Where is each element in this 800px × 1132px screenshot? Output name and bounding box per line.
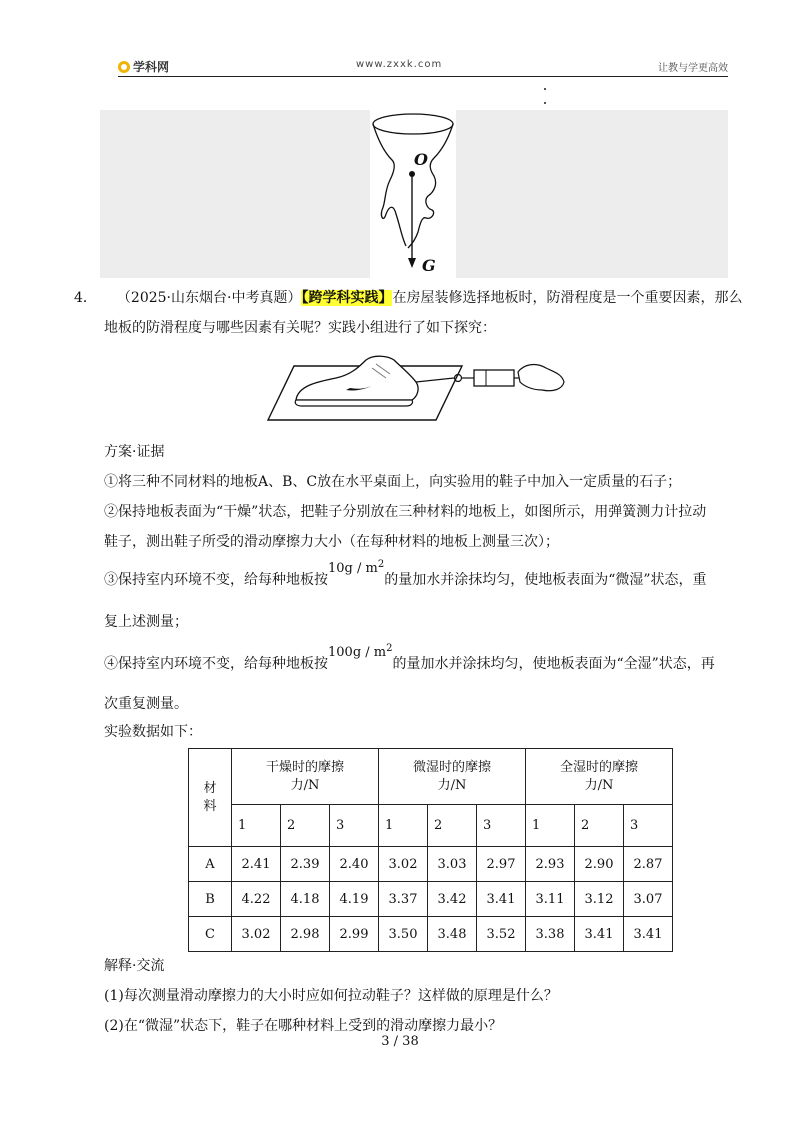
plan-step2b: 鞋子，测出鞋子所受的滑动摩擦力大小（在每种材料的地板上测量三次）； [104,534,559,550]
unit-100g: $100g / m^2$ [328,643,393,660]
site-logo [118,58,169,75]
question-tag: 【跨学科实践】 [301,290,393,306]
plan-step3a-pre: ③保持室内环境不变，给每种地板按 [104,572,328,588]
logo-text: 学科网 [133,60,170,74]
plan-step4a-pre: ④保持室内环境不变，给每种地板按 [104,656,328,672]
hand-icon [518,365,564,391]
label-o: O [414,150,428,169]
trial-row: 1 2 3 1 2 3 1 2 3 [189,805,673,847]
explain-q1: (1)每次测量滑动摩擦力的大小时应如何拉动鞋子？这样做的原理是什么？ [104,988,558,1004]
plan-step3a [104,559,707,592]
gravity-arrow-icon [408,258,416,268]
plan-step3a-post: 的量加水并涂抹均匀，使地板表面为“微湿”状态，重 [384,572,707,588]
plan-heading: 方案·证据 [104,444,165,460]
plan-step3b: 复上述测量； [104,614,188,630]
question-header [74,288,742,308]
table-row: C 3.02 2.98 2.99 3.50 3.48 3.52 3.38 3.41 3.41 [189,917,673,952]
group-header-wet: 全湿时的摩擦力/N [526,749,673,805]
stray-dot [544,102,546,104]
logo-icon [118,61,130,73]
plan-step4a [104,643,715,676]
site-url: www.zxxk.com [356,59,443,70]
figure-canvas [370,110,456,278]
figure-center-of-gravity [100,110,728,278]
irregular-object-drawing [370,110,456,278]
material-header: 材料 [189,749,232,847]
page-number: 3 / 38 [381,1034,419,1049]
question-number: 4． [74,290,97,306]
plan-step1: ①将三种不同材料的地板A、B、C放在水平桌面上，向实验用的鞋子中加入一定质量的石子； [104,474,682,490]
friction-data-table [188,748,673,952]
explain-q2: (2)在“微湿”状态下，鞋子在哪种材料上受到的滑动摩擦力最小？ [104,1018,503,1034]
page-header [118,56,728,77]
figure-shoe-experiment [266,348,566,424]
spring-scale [474,370,514,386]
shoe-icon [296,356,418,400]
table-row: B 4.22 4.18 4.19 3.37 3.42 3.41 3.11 3.12 3.07 [189,882,673,917]
explain-heading: 解释·交流 [104,958,165,974]
group-header-dry: 干燥时的摩擦力/N [232,749,379,805]
question-source: （2025·山东烟台·中考真题） [116,290,302,306]
question-line2: 地板的防滑程度与哪些因素有关呢？实践小组进行了如下探究： [104,320,496,336]
stray-dot [544,88,546,90]
table-caption: 实验数据如下： [104,724,202,740]
question-line1: 在房屋装修选择地板时，防滑程度是一个重要因素，那么 [392,290,743,306]
unit-10g: $10g / m^2$ [328,559,385,576]
label-g: G [422,256,436,275]
plan-step4a-post: 的量加水并涂抹均匀，使地板表面为“全湿”状态，再 [392,656,715,672]
group-header-damp: 微湿时的摩擦力/N [379,749,526,805]
plan-step2a: ②保持地板表面为“干燥”状态，把鞋子分别放在三种材料的地板上，如图所示，用弹簧测力计拉动 [104,504,707,520]
table-row: A 2.41 2.39 2.40 3.02 3.03 2.97 2.93 2.90 2.87 [189,847,673,882]
site-slogan: 让教与学更高效 [658,63,728,74]
plan-step4b: 次重复测量。 [104,696,188,712]
